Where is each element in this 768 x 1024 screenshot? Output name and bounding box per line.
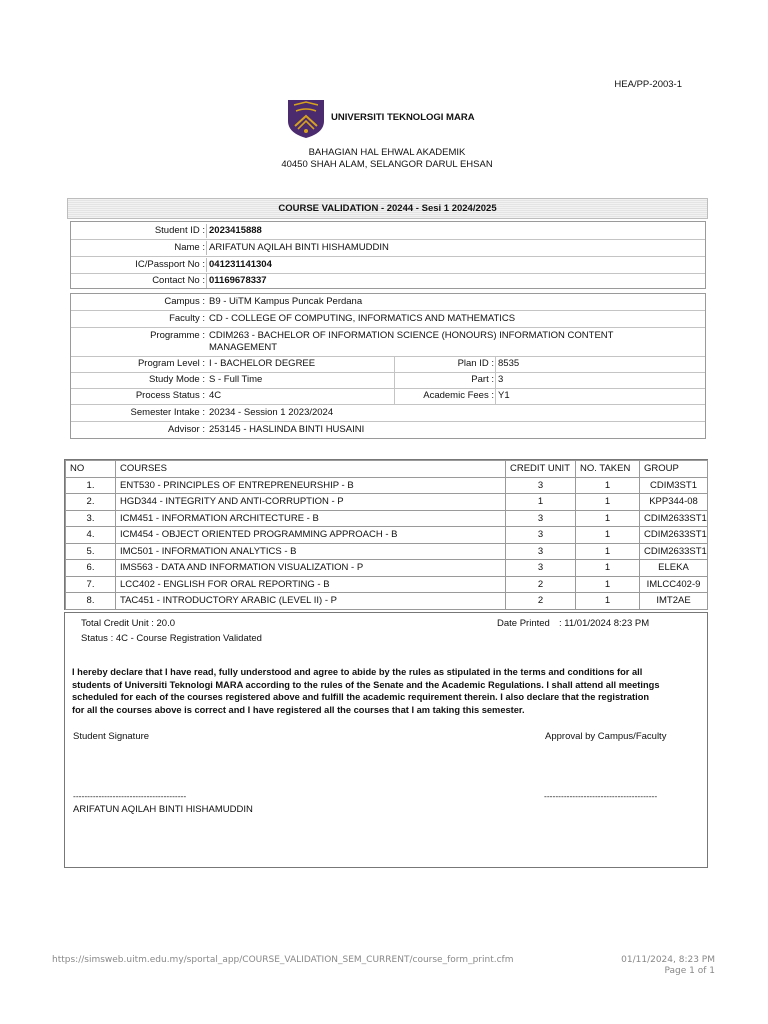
study-mode-label: Study Mode : bbox=[149, 374, 205, 385]
courses-table-container bbox=[64, 459, 708, 610]
student-id-value: 2023415888 bbox=[209, 225, 262, 236]
course-no: 4. bbox=[66, 527, 116, 544]
programme-line-1: CDIM263 - BACHELOR OF INFORMATION SCIENCE (HONOURS) INFORMATION CONTENT bbox=[209, 330, 614, 341]
part-value: 3 bbox=[498, 374, 504, 385]
course-credit: 3 bbox=[506, 527, 576, 544]
course-name: ICM451 - INFORMATION ARCHITECTURE - B bbox=[116, 510, 506, 527]
course-no: 3. bbox=[66, 510, 116, 527]
col-credit-unit: CREDIT UNIT bbox=[506, 461, 576, 478]
semester-intake-label: Semester Intake : bbox=[130, 407, 205, 418]
course-name: TAC451 - INTRODUCTORY ARABIC (LEVEL II) - P bbox=[116, 593, 506, 610]
course-taken: 1 bbox=[576, 510, 640, 527]
process-status-value: 4C bbox=[209, 390, 222, 401]
course-group: IMLCC402-9 bbox=[640, 576, 708, 593]
table-row bbox=[66, 560, 708, 577]
footer-datetime: 01/11/2024, 8:23 PM bbox=[621, 955, 715, 965]
programme-value bbox=[209, 330, 613, 354]
course-taken: 1 bbox=[576, 593, 640, 610]
department-address: 40450 SHAH ALAM, SELANGOR DARUL EHSAN bbox=[281, 159, 493, 170]
course-name: LCC402 - ENGLISH FOR ORAL REPORTING - B bbox=[116, 576, 506, 593]
course-credit: 2 bbox=[506, 576, 576, 593]
document-reference: HEA/PP-2003-1 bbox=[614, 79, 682, 90]
declaration-line: for all the courses above is correct and I have registered all the courses that I am taking this semester. bbox=[72, 704, 525, 715]
campus-label: Campus : bbox=[164, 296, 205, 307]
advisor-value: 253145 - HASLINDA BINTI HUSAINI bbox=[209, 424, 365, 435]
course-taken: 1 bbox=[576, 527, 640, 544]
student-id-label: Student ID : bbox=[154, 225, 205, 236]
process-status-label: Process Status : bbox=[135, 390, 205, 401]
declaration-line: scheduled for each of the courses registered above and fulfill the academic requirement therein. I also declare that the registration bbox=[72, 692, 650, 703]
student-ic-value: 041231141304 bbox=[209, 259, 272, 270]
university-name: UNIVERSITI TEKNOLOGI MARA bbox=[331, 112, 475, 123]
course-taken: 1 bbox=[576, 543, 640, 560]
course-group: CDIM2633ST1 bbox=[640, 527, 708, 544]
course-credit: 3 bbox=[506, 543, 576, 560]
course-taken: 1 bbox=[576, 494, 640, 511]
total-credit: Total Credit Unit : 20.0 bbox=[81, 618, 175, 629]
part-label: Part : bbox=[471, 374, 494, 385]
approval-signature-line: ---------------------------------------- bbox=[544, 791, 658, 801]
student-name-label: Name : bbox=[174, 242, 205, 253]
registration-status: Status : 4C - Course Registration Validated bbox=[81, 633, 262, 644]
table-row bbox=[66, 543, 708, 560]
program-level-value: I - BACHELOR DEGREE bbox=[209, 358, 316, 369]
campus-value: B9 - UiTM Kampus Puncak Perdana bbox=[209, 296, 363, 307]
course-credit: 3 bbox=[506, 477, 576, 494]
table-row bbox=[66, 576, 708, 593]
student-signature-line: ---------------------------------------- bbox=[73, 791, 187, 801]
course-group: CDIM2633ST1 bbox=[640, 510, 708, 527]
department-name: BAHAGIAN HAL EHWAL AKADEMIK bbox=[308, 147, 466, 158]
declaration-line: I hereby declare that I have read, fully understood and agree to abide by the rules as stipulated in the terms and conditions for all bbox=[72, 667, 643, 677]
course-name: ENT530 - PRINCIPLES OF ENTREPRENEURSHIP - B bbox=[116, 477, 506, 494]
advisor-label: Advisor : bbox=[168, 424, 205, 435]
course-no: 1. bbox=[66, 477, 116, 494]
level-row bbox=[71, 356, 705, 372]
student-contact-label: Contact No : bbox=[152, 275, 205, 286]
col-group: GROUP bbox=[640, 461, 708, 478]
faculty-value: CD - COLLEGE OF COMPUTING, INFORMATICS AND MATHEMATICS bbox=[209, 313, 516, 324]
student-details-box bbox=[70, 221, 706, 289]
course-taken: 1 bbox=[576, 576, 640, 593]
col-no-taken: NO. TAKEN bbox=[576, 461, 640, 478]
student-signature-label: Student Signature bbox=[73, 731, 150, 742]
course-no: 6. bbox=[66, 560, 116, 577]
course-no: 8. bbox=[66, 593, 116, 610]
footer-page: Page 1 of 1 bbox=[664, 966, 715, 976]
mode-row bbox=[71, 372, 705, 388]
course-group: CDIM2633ST1 bbox=[640, 543, 708, 560]
program-level-label: Program Level : bbox=[137, 358, 205, 369]
col-courses: COURSES bbox=[116, 461, 506, 478]
course-name: HGD344 - INTEGRITY AND ANTI-CORRUPTION - P bbox=[116, 494, 506, 511]
course-name: IMC501 - INFORMATION ANALYTICS - B bbox=[116, 543, 506, 560]
course-credit: 3 bbox=[506, 510, 576, 527]
course-credit: 1 bbox=[506, 494, 576, 511]
course-name: IMS563 - DATA AND INFORMATION VISUALIZATION - P bbox=[116, 560, 506, 577]
course-name: ICM454 - OBJECT ORIENTED PROGRAMMING APPROACH - B bbox=[116, 527, 506, 544]
course-credit: 2 bbox=[506, 593, 576, 610]
course-taken: 1 bbox=[576, 477, 640, 494]
courses-header-row bbox=[66, 461, 708, 478]
student-signature-name: ARIFATUN AQILAH BINTI HISHAMUDDIN bbox=[73, 804, 253, 815]
plan-id-label: Plan ID : bbox=[457, 358, 494, 369]
date-printed-value: : 11/01/2024 8:23 PM bbox=[559, 618, 650, 629]
table-row bbox=[66, 510, 708, 527]
course-credit: 3 bbox=[506, 560, 576, 577]
student-name-value: ARIFATUN AQILAH BINTI HISHAMUDDIN bbox=[209, 242, 389, 253]
uitm-crest-logo bbox=[287, 99, 325, 139]
student-ic-label: IC/Passport No : bbox=[135, 259, 205, 270]
course-group: ELEKA bbox=[640, 560, 708, 577]
academic-fees-label: Academic Fees : bbox=[423, 390, 494, 401]
status-row bbox=[71, 388, 705, 404]
course-no: 5. bbox=[66, 543, 116, 560]
footer-url: https://simsweb.uitm.edu.my/sportal_app/COURSE_VALIDATION_SEM_CURRENT/course_form_print.cfm bbox=[52, 955, 514, 965]
course-no: 7. bbox=[66, 576, 116, 593]
course-group: CDIM3ST1 bbox=[640, 477, 708, 494]
table-row bbox=[66, 527, 708, 544]
table-row bbox=[66, 477, 708, 494]
programme-label: Programme : bbox=[150, 330, 205, 341]
date-printed-label: Date Printed bbox=[497, 618, 550, 629]
semester-intake-value: 20234 - Session 1 2023/2024 bbox=[209, 407, 334, 418]
study-mode-value: S - Full Time bbox=[209, 374, 263, 385]
academic-fees-value: Y1 bbox=[498, 390, 510, 401]
declaration-text bbox=[72, 666, 712, 716]
course-taken: 1 bbox=[576, 560, 640, 577]
course-group: KPP344-08 bbox=[640, 494, 708, 511]
faculty-label: Faculty : bbox=[169, 313, 205, 324]
student-contact-value: 01169678337 bbox=[209, 275, 267, 286]
approval-label: Approval by Campus/Faculty bbox=[545, 731, 667, 742]
form-title: COURSE VALIDATION - 20244 - Sesi 1 2024/2025 bbox=[67, 198, 708, 219]
programme-line-2: MANAGEMENT bbox=[209, 342, 278, 353]
course-no: 2. bbox=[66, 494, 116, 511]
table-row bbox=[66, 593, 708, 610]
program-details-box bbox=[70, 293, 706, 439]
courses-table bbox=[65, 460, 708, 610]
course-group: IMT2AE bbox=[640, 593, 708, 610]
col-no: NO bbox=[66, 461, 116, 478]
declaration-line: students of Universiti Teknologi MARA according to the rules of the Senate and the Academic Regulations. I shall attend all meetings bbox=[72, 679, 660, 690]
table-row bbox=[66, 494, 708, 511]
plan-id-value: 8535 bbox=[498, 358, 520, 369]
